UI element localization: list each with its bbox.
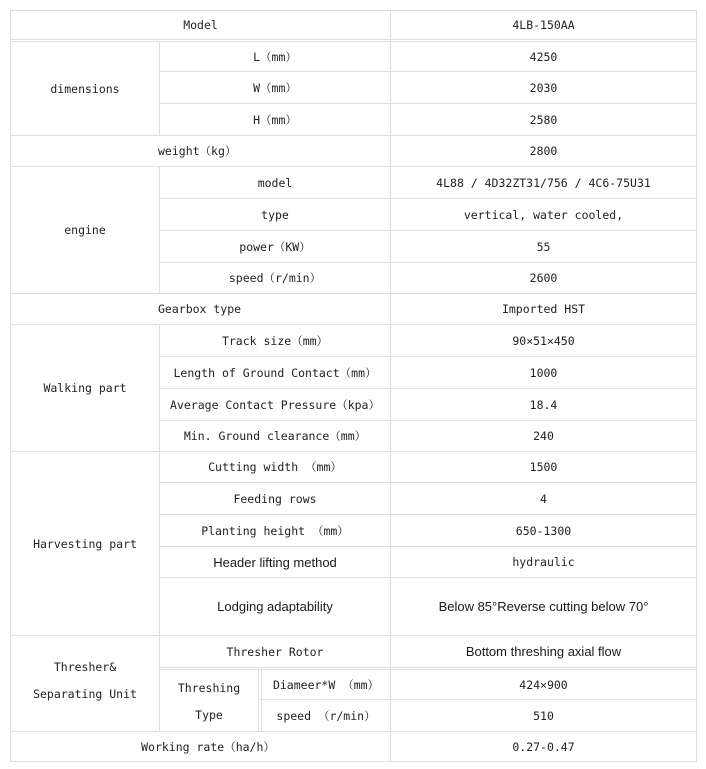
threshing-speed-value: 510: [533, 708, 554, 723]
width-value: 2030: [529, 80, 558, 95]
height-value: 2580: [529, 112, 558, 127]
lodging-adaptability-label: Lodging adaptability: [217, 599, 333, 614]
rule: [10, 761, 696, 762]
contact-pressure-label: Average Contact Pressure（kpa）: [170, 397, 380, 412]
harvesting-part-label: Harvesting part: [33, 536, 137, 551]
gearbox-label: Gearbox type: [158, 302, 242, 316]
engine-type-label: type: [261, 207, 289, 222]
length-value: 4250: [529, 49, 558, 64]
gearbox-value: Imported HST: [501, 302, 586, 316]
planting-height-label: Planting height （mm）: [201, 523, 349, 538]
rule: [258, 669, 259, 732]
thresher-label-line2: Separating Unit: [33, 687, 137, 701]
thresher-rotor-label: Thresher Rotor: [226, 644, 324, 659]
ground-clearance-value: 240: [533, 429, 554, 443]
walking-part-label: Walking part: [43, 381, 127, 395]
cutting-width-value: 1500: [529, 460, 558, 474]
weight-label: weight（kg）: [158, 144, 237, 158]
feeding-rows-value: 4: [540, 491, 547, 506]
thresher-rotor-value: Bottom threshing axial flow: [465, 644, 622, 659]
model-value: 4LB-150AA: [512, 18, 575, 32]
engine-model-value: 4L88 / 4D32ZT31/756 / 4C6-75U31: [436, 175, 651, 190]
ground-clearance-label: Min. Ground clearance（mm）: [183, 429, 367, 443]
height-label: H（mm）: [253, 112, 297, 127]
threshing-diameter-label: Diameer*W （mm）: [272, 677, 380, 692]
cutting-width-label: Cutting width （mm）: [208, 460, 342, 474]
feeding-rows-label: Feeding rows: [233, 491, 317, 506]
rule: [696, 10, 697, 762]
planting-height-value: 650-1300: [515, 523, 572, 538]
track-size-value: 90×51×450: [512, 333, 575, 348]
engine-power-label: power（KW）: [239, 239, 311, 254]
dimensions-label: dimensions: [50, 81, 120, 96]
threshing-type-label-line2: Type: [195, 708, 223, 722]
model-label: Model: [183, 18, 218, 32]
header-lifting-value: hydraulic: [512, 555, 575, 569]
track-size-label: Track size（mm）: [221, 333, 329, 348]
length-label: L（mm）: [253, 49, 297, 64]
width-label: W（mm）: [253, 80, 297, 95]
engine-label: engine: [64, 223, 106, 237]
working-rate-value: 0.27-0.47: [512, 739, 575, 754]
thresher-label-line1: Thresher&: [53, 660, 117, 674]
threshing-diameter-value: 424×900: [519, 677, 568, 692]
engine-speed-label: speed（r/min）: [228, 271, 322, 285]
lodging-adaptability-value: Below 85°Reverse cutting below 70°: [438, 599, 649, 614]
engine-power-value: 55: [536, 239, 551, 254]
threshing-speed-label: speed （r/min）: [276, 708, 376, 723]
ground-contact-length-value: 1000: [529, 365, 558, 380]
working-rate-label: Working rate（ha/h）: [141, 739, 275, 754]
contact-pressure-value: 18.4: [529, 397, 558, 412]
rule: [10, 39, 696, 40]
engine-type-value: vertical, water cooled,: [463, 207, 624, 222]
weight-value: 2800: [529, 144, 558, 158]
threshing-type-label-line1: Threshing: [177, 681, 241, 695]
engine-model-label: model: [257, 175, 293, 190]
rule: [159, 667, 696, 668]
header-lifting-label: Header lifting method: [213, 554, 337, 570]
ground-contact-length-label: Length of Ground Contact（mm）: [173, 365, 377, 380]
engine-speed-value: 2600: [529, 271, 558, 285]
